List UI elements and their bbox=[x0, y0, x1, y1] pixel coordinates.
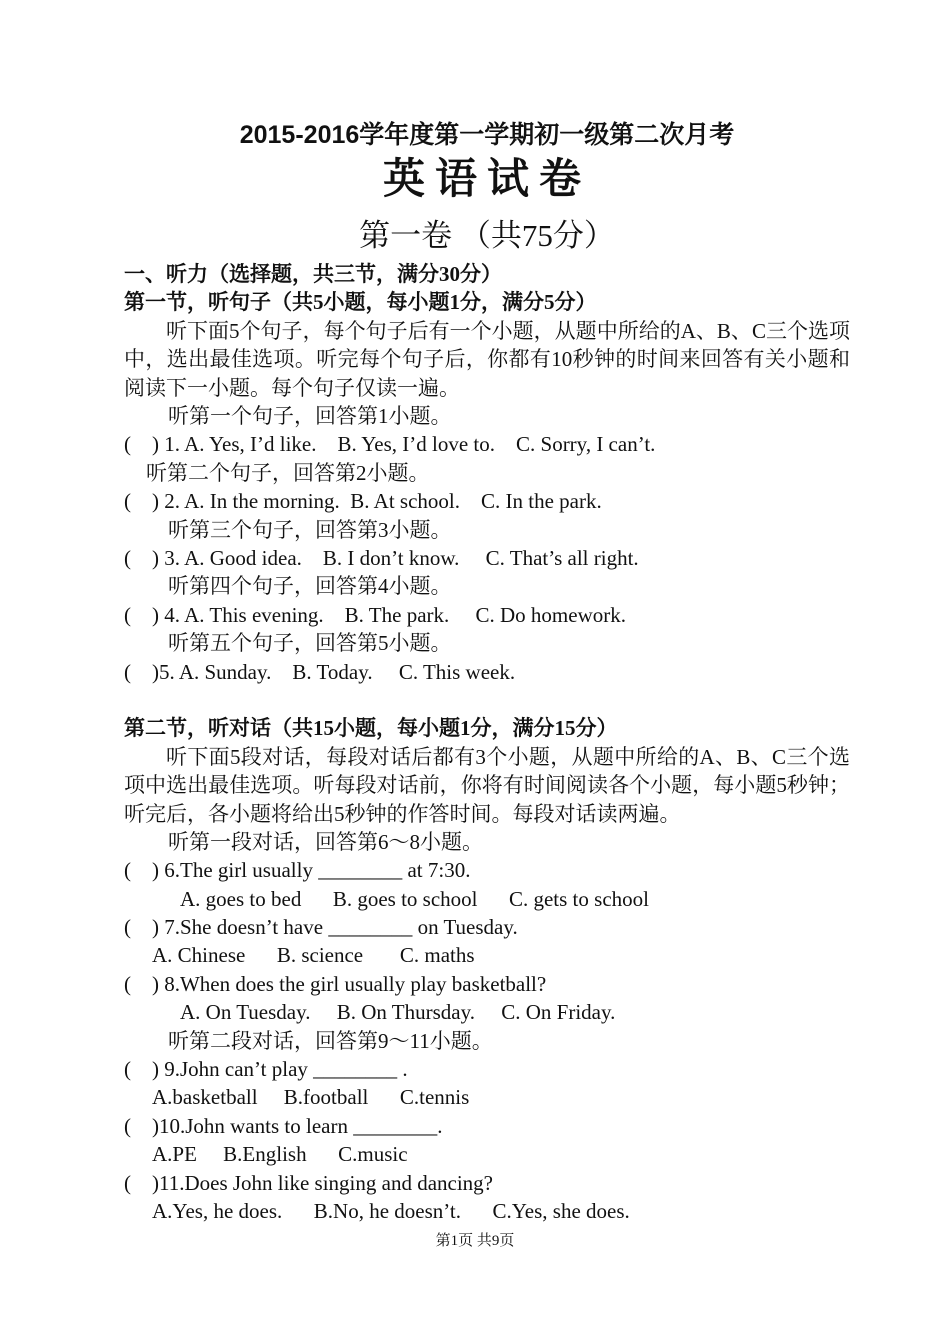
prompt-sentence-3: 听第三个句子，回答第3小题。 bbox=[168, 517, 452, 542]
question-3: ( ) 3. A. Good idea. B. I don’t know. C. That’s all right. bbox=[124, 545, 639, 570]
exam-term-title: 2015-2016学年度第一学期初一级第二次月考 bbox=[239, 121, 735, 149]
question-4: ( ) 4. A. This evening. B. The park. C. Do homework. bbox=[124, 602, 627, 627]
question-10-options: A.PE B.English C.music bbox=[152, 1142, 408, 1167]
prompt-sentence-4: 听第四个句子，回答第4小题。 bbox=[168, 574, 452, 599]
page-number-footer: 第1页 共9页 bbox=[435, 1233, 515, 1249]
question-11: ( )11.Does John like singing and dancing? bbox=[124, 1170, 493, 1195]
question-5: ( )5. A. Sunday. B. Today. C. This week. bbox=[124, 659, 516, 684]
part1-heading: 第一节，听句子（共5小题，每小题1分，满分5分） bbox=[124, 290, 597, 315]
question-9: ( ) 9.John can’t play ________ . bbox=[124, 1057, 408, 1082]
prompt-sentence-5: 听第五个句子，回答第5小题。 bbox=[168, 631, 452, 656]
question-2: ( ) 2. A. In the morning. B. At school. C. In the park. bbox=[124, 489, 602, 514]
prompt-sentence-1: 听第一个句子，回答第1小题。 bbox=[168, 404, 452, 428]
exam-page bbox=[124, 118, 850, 1225]
question-10: ( )10.John wants to learn ________. bbox=[124, 1113, 443, 1138]
question-8-options: A. On Tuesday. B. On Thursday. C. On Friday. bbox=[180, 1000, 616, 1025]
section-heading-listening: 一、听力（选择题，共三节，满分30分） bbox=[124, 262, 502, 286]
question-7: ( ) 7.She doesn’t have ________ on Tuesday. bbox=[124, 915, 518, 940]
spacer bbox=[124, 686, 850, 714]
exam-subject-title: 英语试卷 bbox=[382, 154, 591, 203]
question-8: ( ) 8.When does the girl usually play basketball? bbox=[124, 971, 547, 996]
question-6-options: A. goes to bed B. goes to school C. gets to school bbox=[180, 886, 649, 911]
prompt-dialog-2: 听第二段对话，回答第9～11小题。 bbox=[168, 1028, 493, 1053]
part1-instructions: 听下面5个句子，每个句子后有一个小题，从题中所给的A、B、C三个选项中，选出最佳选项。听完每个句子后，你都有10秒钟的时间来回答有关小题和阅读下一小题。每个句子仅读一遍。 bbox=[124, 318, 850, 400]
question-11-options: A.Yes, he does. B.No, he doesn’t. C.Yes, she does. bbox=[152, 1198, 630, 1223]
part2-heading: 第二节，听对话（共15小题，每小题1分，满分15分） bbox=[124, 716, 618, 741]
prompt-sentence-2: 听第二个句子，回答第2小题。 bbox=[146, 460, 430, 485]
question-1: ( ) 1. A. Yes, I’d like. B. Yes, I’d love to. C. Sorry, I can’t. bbox=[124, 432, 656, 457]
prompt-dialog-1: 听第一段对话，回答第6～8小题。 bbox=[168, 829, 483, 854]
question-7-options: A. Chinese B. science C. maths bbox=[152, 943, 475, 968]
question-6: ( ) 6.The girl usually ________ at 7:30. bbox=[124, 858, 471, 883]
question-9-options: A.basketball B.football C.tennis bbox=[152, 1085, 470, 1110]
volume-title: 第一卷 （共75分） bbox=[359, 218, 615, 253]
part2-instructions: 听下面5段对话，每段对话后都有3个小题，从题中所给的A、B、C三个选项中选出最佳选项。听每段对话前，你将有时间阅读各个小题，每小题5秒钟；听完后，各小题将给出5秒钟的作答时间。每段对话读两遍。 bbox=[124, 744, 850, 826]
